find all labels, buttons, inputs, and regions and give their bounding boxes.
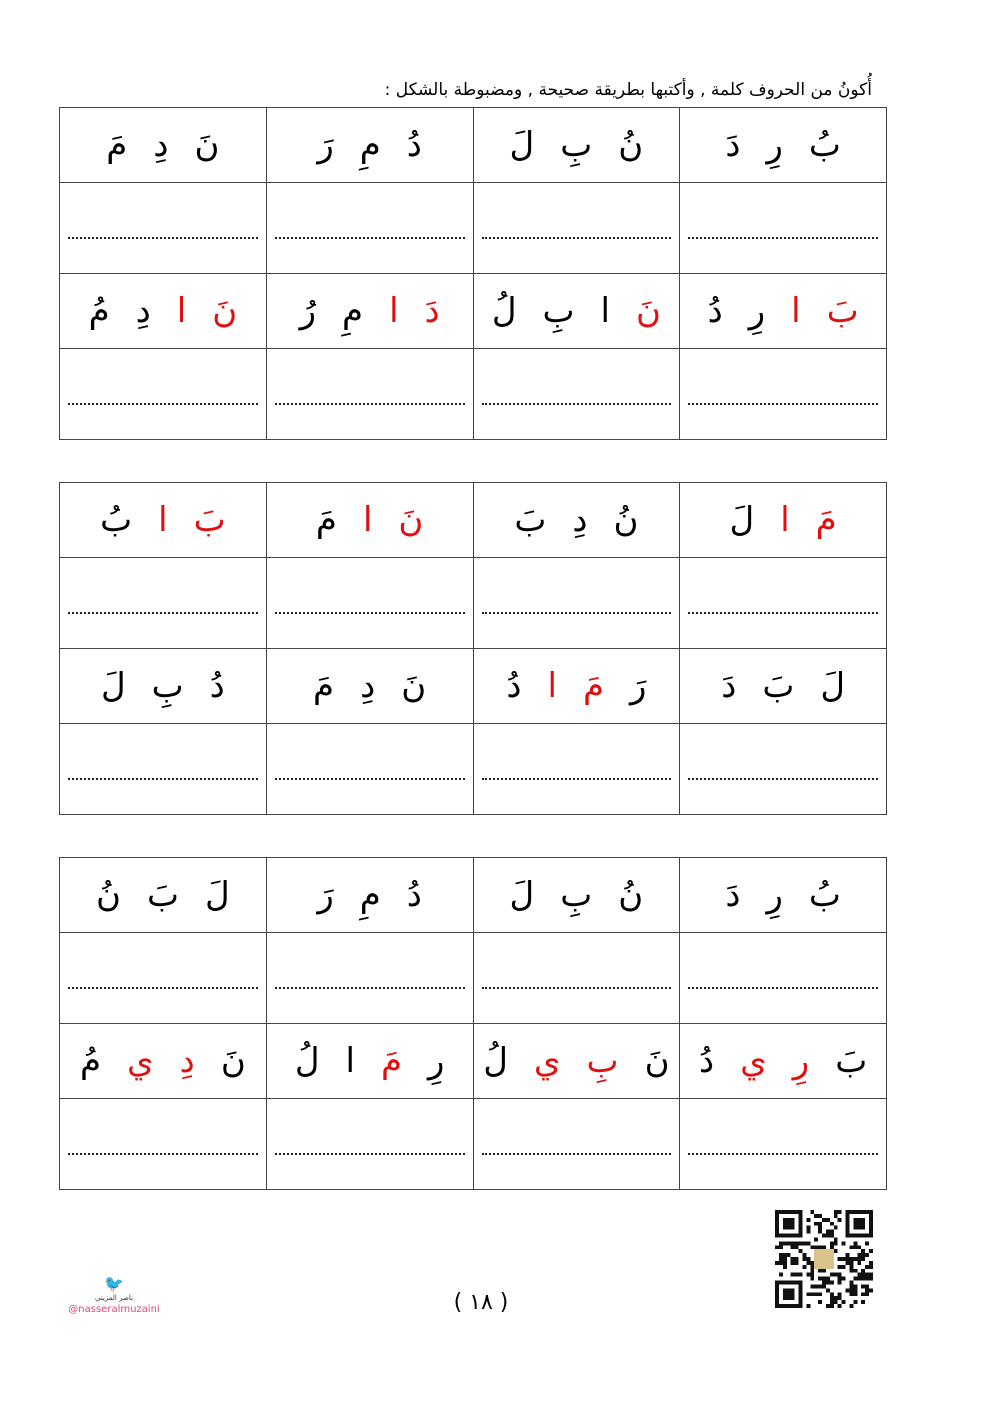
- letters-cell: [473, 649, 680, 724]
- dotted-writing-line: [688, 237, 878, 239]
- letters-cell: [473, 858, 680, 933]
- dotted-writing-line: [68, 1153, 258, 1155]
- letter: رِ: [766, 125, 783, 165]
- answer-cell[interactable]: [60, 349, 267, 440]
- letter: لَ: [205, 875, 230, 915]
- letter: نُ: [618, 125, 644, 165]
- letters-cell: [680, 649, 887, 724]
- letter: بَ: [826, 291, 859, 331]
- letter: دَ: [725, 125, 741, 165]
- dotted-writing-line: [688, 1153, 878, 1155]
- letter: دِ: [153, 125, 169, 165]
- answer-cell[interactable]: [473, 349, 680, 440]
- letter: مَ: [315, 500, 337, 540]
- dotted-writing-line: [482, 612, 672, 614]
- letter: دَ: [721, 666, 737, 706]
- answer-cell[interactable]: [473, 933, 680, 1024]
- letter: دِ: [179, 1041, 195, 1081]
- letter: دُ: [209, 666, 225, 706]
- dotted-writing-line: [275, 1153, 465, 1155]
- answer-cell[interactable]: [680, 933, 887, 1024]
- letters-row: [60, 274, 887, 349]
- letters-cell: [60, 274, 267, 349]
- letter: مُ: [79, 1041, 102, 1081]
- letters-cell: [680, 858, 887, 933]
- letter: بَ: [193, 500, 226, 540]
- letter: دُ: [506, 666, 522, 706]
- letter: لُ: [483, 1041, 508, 1081]
- letter: بَ: [835, 1041, 868, 1081]
- letter: مَ: [106, 125, 128, 165]
- letter: رِ: [428, 1041, 445, 1081]
- letter: نَ: [398, 500, 424, 540]
- letters-cell: [266, 274, 473, 349]
- letter: ا: [791, 291, 801, 331]
- letter: دِ: [135, 291, 151, 331]
- letters-cell: [60, 108, 267, 183]
- letter: ي: [533, 1041, 561, 1081]
- letters-row: [60, 649, 887, 724]
- dotted-writing-line: [482, 1153, 672, 1155]
- letter: بِ: [560, 125, 593, 165]
- letters-cell: [266, 108, 473, 183]
- answer-cell[interactable]: [473, 558, 680, 649]
- dotted-writing-line: [688, 612, 878, 614]
- letters-row: [60, 858, 887, 933]
- answer-cell[interactable]: [60, 183, 267, 274]
- instruction-text: أُكونُ من الحروف كلمة , وأكتبها بطريقة صحيحة , ومضبوطة بالشكل :: [384, 80, 872, 100]
- letter: ا: [345, 1041, 355, 1081]
- letter: ا: [389, 291, 399, 331]
- dotted-writing-line: [688, 987, 878, 989]
- letter: رِ: [792, 1041, 810, 1081]
- letter: ا: [362, 500, 373, 540]
- answer-row: [60, 933, 887, 1024]
- answer-cell[interactable]: [680, 349, 887, 440]
- letter: بِ: [542, 291, 575, 331]
- letters-cell: [60, 1024, 267, 1099]
- answer-row: [60, 724, 887, 815]
- answer-cell[interactable]: [266, 183, 473, 274]
- letters-cell: [473, 108, 680, 183]
- letter: نَ: [401, 666, 427, 706]
- dotted-writing-line: [68, 987, 258, 989]
- letter: مَ: [815, 500, 837, 540]
- letter: نَ: [635, 291, 661, 331]
- letter: دُ: [406, 125, 422, 165]
- letter: دَ: [725, 875, 741, 915]
- letter: دِ: [572, 500, 588, 540]
- letter: ا: [780, 500, 790, 540]
- letter: رُ: [299, 291, 317, 331]
- letter: بُ: [808, 125, 841, 165]
- letter: نَ: [220, 1041, 246, 1081]
- dotted-writing-line: [68, 403, 258, 405]
- letter: نَ: [194, 125, 220, 165]
- letter: بَ: [514, 500, 547, 540]
- answer-cell[interactable]: [680, 1099, 887, 1190]
- letter: مَ: [380, 1041, 403, 1081]
- answer-cell[interactable]: [680, 724, 887, 815]
- worksheet-table-1: [59, 107, 887, 440]
- letter: ي: [127, 1041, 154, 1081]
- letters-cell: [60, 483, 267, 558]
- letter: نَ: [212, 291, 238, 331]
- answer-row: [60, 349, 887, 440]
- letter: مِ: [359, 125, 381, 165]
- letter: رِ: [748, 291, 766, 331]
- letters-cell: [680, 483, 887, 558]
- answer-cell[interactable]: [680, 183, 887, 274]
- letters-cell: [60, 858, 267, 933]
- dotted-writing-line: [482, 778, 672, 780]
- letters-cell: [473, 1024, 680, 1099]
- letters-cell: [266, 1024, 473, 1099]
- letter: لَ: [100, 666, 126, 706]
- dotted-writing-line: [275, 403, 465, 405]
- letter: دَ: [424, 291, 440, 331]
- letter: ا: [158, 500, 168, 540]
- answer-cell[interactable]: [60, 1099, 267, 1190]
- letter: دُ: [699, 1041, 715, 1081]
- letter: مِ: [359, 875, 381, 915]
- letter: بِ: [560, 875, 593, 915]
- answer-cell[interactable]: [266, 349, 473, 440]
- dotted-writing-line: [68, 612, 258, 614]
- dotted-writing-line: [275, 778, 465, 780]
- letters-cell: [266, 649, 473, 724]
- letter: لَ: [509, 875, 535, 915]
- letters-cell: [473, 483, 680, 558]
- dotted-writing-line: [68, 237, 258, 239]
- letter: دِ: [360, 666, 376, 706]
- letter: رَ: [317, 875, 334, 915]
- worksheet-table-2: [59, 482, 887, 815]
- letters-cell: [680, 1024, 887, 1099]
- answer-cell[interactable]: [680, 558, 887, 649]
- letter: بِ: [586, 1041, 619, 1081]
- letter: لَ: [820, 666, 846, 706]
- answer-cell[interactable]: [60, 724, 267, 815]
- letter: لَ: [509, 125, 535, 165]
- letters-cell: [680, 274, 887, 349]
- dotted-writing-line: [68, 778, 258, 780]
- letter: ي: [740, 1041, 767, 1081]
- letter: بَ: [147, 875, 180, 915]
- answer-cell[interactable]: [473, 1099, 680, 1190]
- letters-row: [60, 1024, 887, 1099]
- letter: مُ: [88, 291, 110, 331]
- dotted-writing-line: [275, 987, 465, 989]
- twitter-handle: @nasseralmuzaini: [68, 1304, 160, 1315]
- letter: دُ: [707, 291, 723, 331]
- letter: بُ: [808, 875, 841, 915]
- letters-cell: [473, 274, 680, 349]
- letter: دُ: [406, 875, 422, 915]
- letter: بِ: [151, 666, 184, 706]
- worksheet-table-3: [59, 857, 887, 1190]
- answer-row: [60, 1099, 887, 1190]
- answer-cell[interactable]: [266, 933, 473, 1024]
- dotted-writing-line: [688, 778, 878, 780]
- letter: رَ: [317, 125, 334, 165]
- answer-cell[interactable]: [266, 724, 473, 815]
- answer-cell[interactable]: [266, 558, 473, 649]
- letters-cell: [60, 649, 267, 724]
- letter: بَ: [762, 666, 795, 706]
- answer-row: [60, 558, 887, 649]
- answer-cell[interactable]: [473, 724, 680, 815]
- letter: نَ: [644, 1041, 670, 1081]
- letter: لَ: [729, 500, 755, 540]
- answer-cell[interactable]: [266, 1099, 473, 1190]
- answer-cell[interactable]: [60, 933, 267, 1024]
- letter: رِ: [766, 875, 783, 915]
- dotted-writing-line: [482, 237, 672, 239]
- dotted-writing-line: [275, 612, 465, 614]
- answer-cell[interactable]: [473, 183, 680, 274]
- letter: رَ: [630, 666, 647, 706]
- letter: نُ: [613, 500, 639, 540]
- answer-row: [60, 183, 887, 274]
- letter: بُ: [100, 500, 133, 540]
- letter: نُ: [618, 875, 644, 915]
- dotted-writing-line: [482, 403, 672, 405]
- letter: مَ: [582, 666, 604, 706]
- letters-cell: [266, 483, 473, 558]
- twitter-bird-icon: 🐦: [104, 1274, 124, 1293]
- letter: لُ: [491, 291, 517, 331]
- dotted-writing-line: [688, 403, 878, 405]
- letter: ا: [176, 291, 187, 331]
- letter: ا: [600, 291, 610, 331]
- letters-cell: [680, 108, 887, 183]
- dotted-writing-line: [482, 987, 672, 989]
- letter: مَ: [313, 666, 335, 706]
- author-name: ناصر المزيني: [95, 1294, 133, 1302]
- letter: ا: [547, 666, 557, 706]
- answer-cell[interactable]: [60, 558, 267, 649]
- letters-cell: [266, 858, 473, 933]
- letter: نُ: [96, 875, 121, 915]
- dotted-writing-line: [275, 237, 465, 239]
- page-number: ( ١٨ ): [453, 1290, 509, 1315]
- letter: لُ: [294, 1041, 320, 1081]
- letters-row: [60, 483, 887, 558]
- letter: مِ: [342, 291, 364, 331]
- letters-row: [60, 108, 887, 183]
